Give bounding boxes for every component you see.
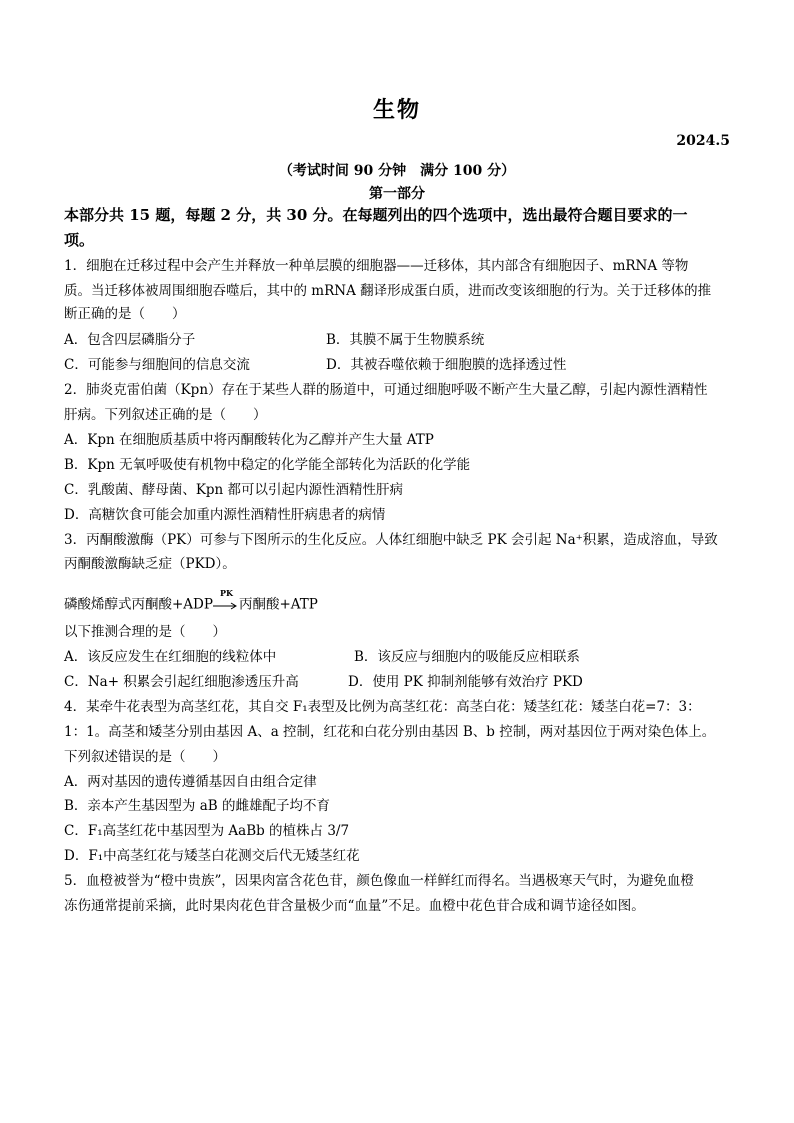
q3-option-a[interactable]: A．该反应发生在红细胞的线粒体中 (64, 649, 277, 665)
q2-stem-line-1: 2．肺炎克雷伯菌（Kpn）存在于某些人群的肠道中，可通过细胞呼吸不断产生大量乙醇，引起内源性酒精性 (64, 382, 708, 398)
q1-stem-line-1: 1．细胞在迁移过程中会产生并释放一种单层膜的细胞器——迁移体，其内部含有细胞因子、mRNA 等物 (64, 258, 689, 274)
reaction-products: 丙酮酸+ATP (238, 596, 318, 613)
q1-stem-line-3: 断正确的是（ ） (64, 306, 186, 322)
q2-option-a[interactable]: A．Kpn 在细胞质基质中将丙酮酸转化为乙醇并产生大量 ATP (64, 432, 434, 448)
instructions-line-2: 项。 (64, 231, 95, 249)
q4-option-b[interactable]: B．亲本产生基因型为 aB 的雌雄配子均不育 (64, 798, 330, 814)
q1-option-c[interactable]: C．可能参与细胞间的信息交流 (64, 357, 250, 373)
exam-info: （考试时间 90 分钟 满分 100 分） (278, 163, 516, 179)
q2-stem-line-2: 肝病。下列叙述正确的是（ ） (64, 407, 267, 423)
reaction-enzyme-label: PK (219, 588, 233, 598)
q4-option-a[interactable]: A．两对基因的遗传遵循基因自由组合定律 (64, 774, 317, 790)
q4-option-d[interactable]: D．F₁中高茎红花与矮茎白花测交后代无矮茎红花 (64, 848, 360, 864)
q3-option-d[interactable]: D．使用 PK 抑制剂能够有效治疗 PKD (348, 674, 583, 690)
instructions-line-1: 本部分共 15 题，每题 2 分，共 30 分。在每题列出的四个选项中，选出最符合题目要求的一 (64, 206, 688, 224)
q4-stem-line-1: 4．某牵牛花表型为高茎红花，其自交 F₁表型及比例为高茎红花：高茎白花：矮茎红花：矮茎白花=7：3： (64, 699, 701, 715)
q3-stem-line-1: 3．丙酮酸激酶（PK）可参与下图所示的生化反应。人体红细胞中缺乏 PK 会引起 Na⁺积累，造成溶血，导致 (64, 532, 718, 548)
q3-stem-line-3: 以下推测合理的是（ ） (64, 624, 226, 640)
q1-stem-line-2: 质。当迁移体被周围细胞吞噬后，其中的 mRNA 翻译形成蛋白质，进而改变该细胞的行为。关于迁移体的推 (64, 283, 712, 299)
part-heading: 第一部分 (369, 186, 425, 202)
q5-stem-line-2: 冻伤通常提前采摘，此时果肉花色苷含量极少而“血量”不足。血橙中花色苷合成和调节途径如图。 (64, 898, 645, 914)
q1-option-d[interactable]: D．其被吞噬依赖于细胞膜的选择透过性 (326, 357, 567, 373)
exam-date: 2024.5 (676, 133, 730, 149)
page-title: 生物 (372, 97, 421, 123)
q3-stem-line-2: 丙酮酸激酶缺乏症（PKD）。 (64, 556, 236, 572)
q2-option-b[interactable]: B．Kpn 无氧呼吸使有机物中稳定的化学能全部转化为活跃的化学能 (64, 457, 471, 473)
q3-option-c[interactable]: C．Na+ 积累会引起红细胞渗透压升高 (64, 674, 299, 690)
q1-option-a[interactable]: A．包含四层磷脂分子 (64, 332, 196, 348)
q2-option-c[interactable]: C．乳酸菌、酵母菌、Kpn 都可以引起内源性酒精性肝病 (64, 482, 404, 498)
q4-option-c[interactable]: C．F₁高茎红花中基因型为 AaBb 的植株占 3/7 (64, 823, 350, 839)
q4-stem-line-2: 1：1。高茎和矮茎分别由基因 A、a 控制，红花和白花分别由基因 B、b 控制，两对基因位于两对染色体上。 (64, 724, 716, 740)
q2-option-d[interactable]: D．高糖饮食可能会加重内源性酒精性肝病患者的病情 (64, 507, 386, 523)
q3-option-b[interactable]: B．该反应与细胞内的吸能反应相联系 (354, 649, 580, 665)
q1-option-b[interactable]: B．其膜不属于生物膜系统 (326, 332, 485, 348)
q4-stem-line-3: 下列叙述错误的是（ ） (64, 749, 226, 765)
q3-reaction-equation (64, 588, 318, 613)
q5-stem-line-1: 5．血橙被誉为“橙中贵族”，因果肉富含花色苷，颜色像血一样鲜红而得名。当遇极寒天气时，为避免血橙 (64, 873, 694, 889)
reaction-arrow-icon (213, 588, 239, 612)
reaction-reactants: 磷酸烯醇式丙酮酸+ADP (64, 596, 213, 613)
